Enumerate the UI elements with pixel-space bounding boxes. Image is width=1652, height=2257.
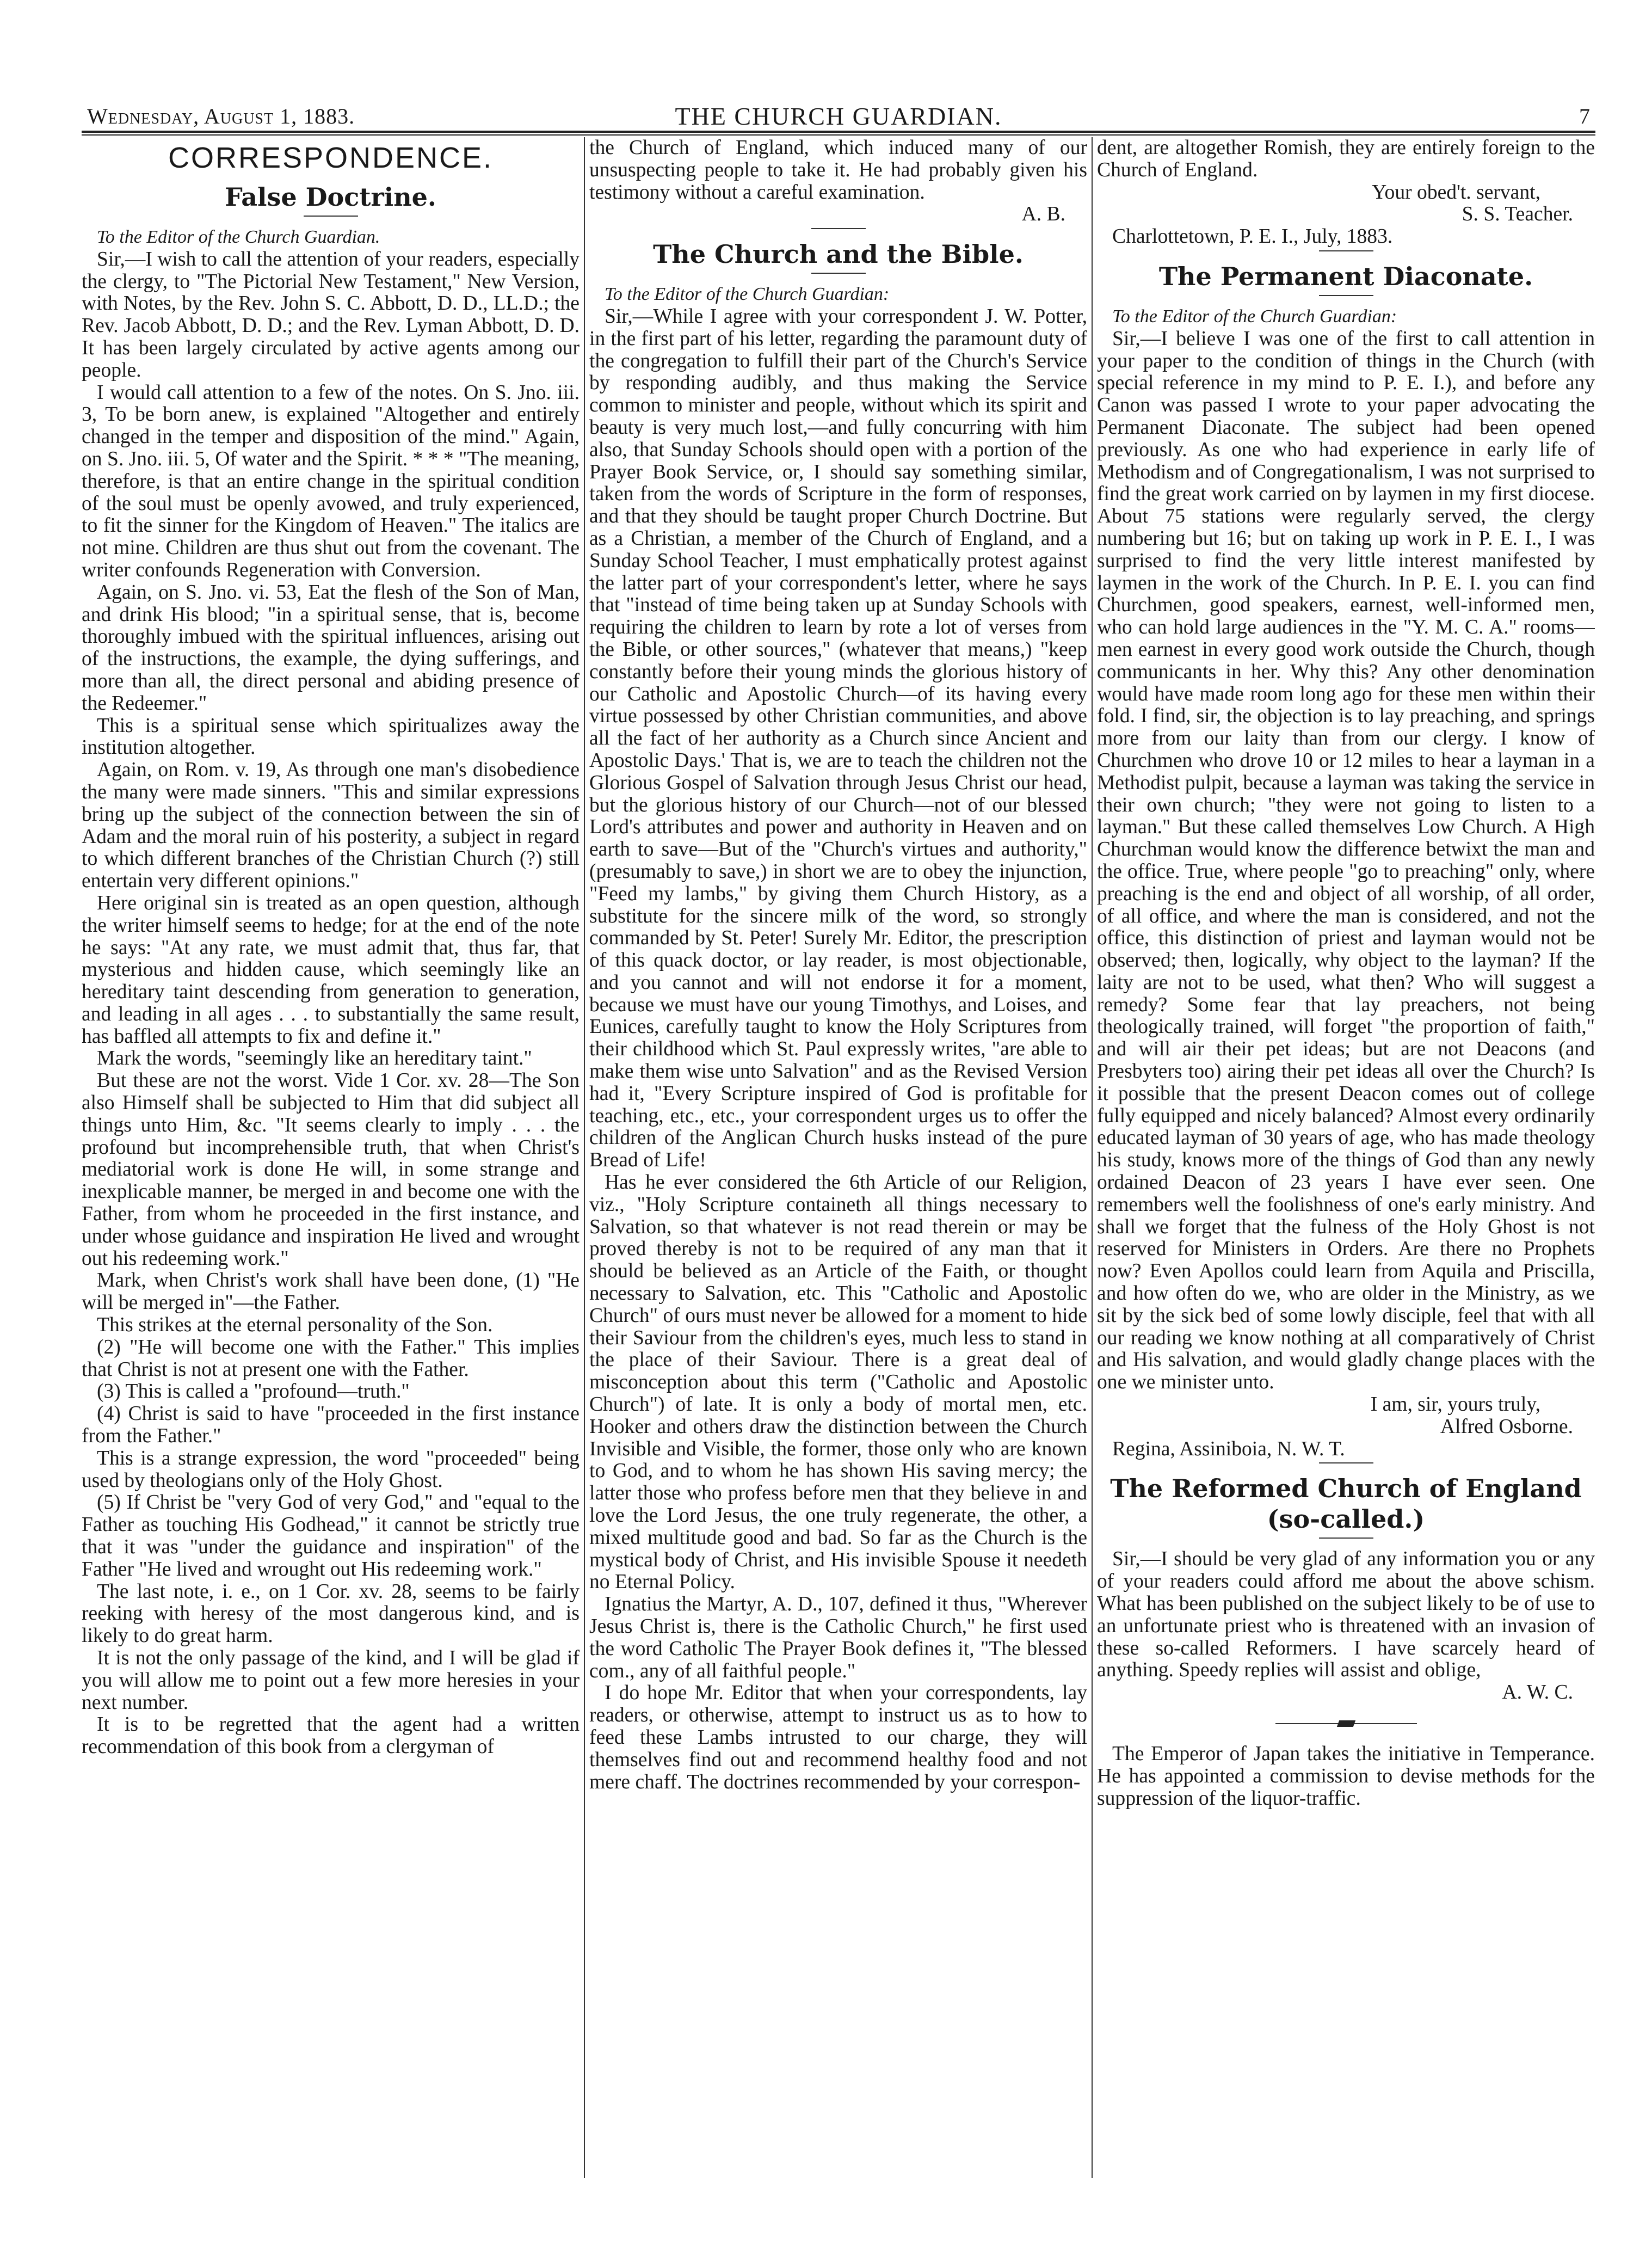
continued-text: dent, are altogether Romish, they are entirely foreign to the Church of England. <box>1097 137 1595 181</box>
divider <box>304 216 358 217</box>
signature: A. B. <box>1021 203 1065 226</box>
divider <box>811 228 866 229</box>
paragraph: Mark the words, "seemingly like an hereditary taint." <box>97 1047 532 1070</box>
article-body <box>1097 1548 1595 1682</box>
article-title: False Doctrine. <box>225 182 436 212</box>
paragraph: The last note, i. e., on 1 Cor. xv. 28, seems to be fairly reeking with heresy of the most dangerous kind, and is likely to do great harm. <box>82 1580 580 1647</box>
paragraph: Ignatius the Martyr, A. D., 107, defined it thus, "Wherever Jesus Christ is, there is the Catholic Church," he first used the word Catholic The Prayer Book defines it, "The blessed com., any of all faithful people." <box>589 1593 1087 1682</box>
column-3 <box>1097 137 1595 2184</box>
article-body <box>589 306 1087 1793</box>
column-2 <box>589 137 1087 2184</box>
section-heading: CORRESPONDENCE. <box>168 142 494 174</box>
paragraph: It is to be regretted that the agent had a written recommendation of this book from a clergyman of <box>82 1713 580 1758</box>
divider <box>1319 1462 1373 1463</box>
paragraph: I would call attention to a few of the notes. On S. Jno. iii. 3, To be born anew, is explained "Altogether and entirely changed in the temper and disposition of the mind." Again, on S. Jno. iii. 5, Of water and the Spirit. * * * "The meaning, therefore, is that an entire change in the spiritual condition of the soul must be openly avowed, and truly experienced, to fit the sinner for the Kingdom of Heaven." The italics are not mine. Children are thus shut out from the covenant. The writer confounds Regeneration with Conversion. <box>82 381 580 581</box>
column-divider <box>1092 137 1093 2178</box>
paragraph: Sir,—While I agree with your correspondent J. W. Potter, in the first part of his letter, regarding the paramount duty of the congregation to fulfill their part of the Church's Service by responding audibly, and thus making the Service common to minister and people, without which its spirit and beauty is very much lost,—and fully concurring with him also, that Sunday Schools should open with a portion of the Prayer Book Service, or, I should say something similar, taken from the words of Scripture in the form of responses, and that they should be taught proper Church Doctrine. But as a Christian, a member of the Church of England, and a Sunday School Teacher, I must emphatically protest against the latter part of your correspondent's letter, where he says that "instead of time being taken up at Sunday Schools with requiring the children to learn by rote a lot of verses from the Bible, or other sources," (whatever that means,) "keep constantly before their young minds the glorious history of our Catholic and Apostolic Church—of its having every virtue possessed by other Christian communities, and above all the fact of her authority as a Church since Ancient and Apostolic Days.' That is, we are to teach the children not the Glorious Gospel of Salvation through Jesus Christ our head, but the glorious history of our Church—not of our blessed Lord's attributes and power and authority in Heaven and on earth to save—But of the "Church's virtues and authority," (presumably to save,) in short we are to obey the injunction, "Feed my lambs," by giving them Church History, as a substitute for the sincere milk of the word, so strongly commanded by St. Peter! Surely Mr. Editor, the prescription of this quack doctor, or lay reader, is most objectionable, and you cannot and will not endorse it for a moment, because we must have our young Timothys, and Loises, and Eunices, carefully taught to know the Holy Scriptures from their childhood which St. Paul expressly writes, "are able to make them wise unto Salvation" and as the Revised Version had it, "Every Scripture inspired of God is profitable for teaching, etc., etc., your correspondent urges us to offer the children of the Anglican Church husks instead of the pure Bread of Life! <box>589 305 1087 1172</box>
article-title: The Reformed Church of England (so-called.) <box>1110 1474 1582 1534</box>
paragraph: I do hope Mr. Editor that when your correspondents, lay readers, or otherwise, attempt to instruct us as to how to feed these Lambs intrusted to our charge, they will themselves find out and recommend healthy food and not mere chaff. The doctrines recommended by your correspon- <box>589 1682 1087 1793</box>
editor-salutation: To the Editor of the Church Guardian: <box>605 284 890 305</box>
article-title: The Permanent Diaconate. <box>1158 261 1533 291</box>
news-note: The Emperor of Japan takes the initiative in Temperance. He has appointed a commission to devise methods for the suppression of the liquor-traffic. <box>1097 1743 1595 1810</box>
closing: I am, sir, yours truly, <box>1370 1393 1540 1416</box>
newspaper-title: THE CHURCH GUARDIAN. <box>675 102 1002 130</box>
paragraph: (4) Christ is said to have "proceeded in the first instance from the Father." <box>82 1403 580 1448</box>
signature: A. W. C. <box>1502 1681 1573 1704</box>
editor-salutation: To the Editor of the Church Guardian. <box>97 227 380 247</box>
editor-salutation: To the Editor of the Church Guardian: <box>1112 306 1397 327</box>
page-number: 7 <box>1579 104 1590 128</box>
dateline: Regina, Assiniboia, N. W. T. <box>1112 1437 1345 1460</box>
paragraph: It is not the only passage of the kind, and I will be glad if you will allow me to point out a few more heresies in your next number. <box>82 1647 580 1714</box>
closing: Your obed't. servant, <box>1372 181 1540 204</box>
signature: Alfred Osborne. <box>1440 1415 1573 1438</box>
paragraph: Sir,—I believe I was one of the first to call attention in your paper to the condition of things in the Church (with special reference in my mind to P. E. I.), and before any Canon was passed I wrote to your paper advocating the Permanent Diaconate. The subject had been opened previously. As one who had experience in early life of Methodism and of Congregationalism, I was not surprised to find the great work carried on by laymen in my first diocese. About 75 stations were regularly served, the clergy numbering but 16; but on taking up work in P. E. I., I was surprised to find the very little interest manifested by laymen in the work of the Church. In P. E. I. you can find Churchmen, good speakers, earnest, well-informed men, who can hold large audiences in the "Y. M. C. A." rooms—men earnest in every good work outside the Church, though communicants in her. Why this? Any other denomination would have made room long ago for these men within their fold. I find, sir, the objection is to lay preaching, and springs more from our laity than from our clergy. I know of Churchmen who drove 10 or 12 miles to hear a layman in a Methodist pulpit, because a layman was taking the service in their own church; "they were not going to listen to a layman." But these called themselves Low Church. A High Churchman would know the difference betwixt the man and the office. True, where people "go to preaching" only, where preaching is the end and object of all worship, of all order, of all office, and where the man is considered, and not the office, this distinction of priest and layman would not be observed; then, logically, why object to the layman? If the laity are not to be used, what then? Who will suggest a remedy? Some fear that lay preachers, not being theologically trained, will forget "the proportion of faith," and will air their pet ideas; but are not Deacons (and Presbyters too) airing their pet ideas all over the Church? Is it possible that the present Deacon comes out of college fully equipped and nicely balanced? Almost every ordinarily educated layman of 30 years of age, who has made theology his study, knows more of the things of God than any newly ordained Deacon of 23 years I have ever seen. One remembers well the foolishness of one's early ministry. And shall we forget that the fulness of the Holy Ghost is not reserved for Ministers in Orders. Are there no Prophets now? Even Apollos could learn from Aquila and Priscilla, and how often do we, who are older in the Ministry, as we sit by the sick bed of some lowly disciple, feel that with all our reading we know nothing at all comparatively of Christ and His salvation, and would gladly change places with the one we minister unto. <box>1097 327 1595 1394</box>
paragraph: Mark, when Christ's work shall have been done, (1) "He will be merged in"—the Father. <box>82 1269 580 1314</box>
article-body <box>1097 328 1595 1394</box>
ornamental-rule <box>1275 1720 1417 1727</box>
paragraph: This is a spiritual sense which spiritualizes away the institution altogether. <box>82 714 580 759</box>
paragraph: Has he ever considered the 6th Article of our Religion, viz., "Holy Scripture containeth all things necessary to Salvation, so that whatever is not read therein or may be proved thereby is not to be required of any man that it should be believed as an Article of the Faith, or thought necessary to Salvation, etc. This "Catholic and Apostolic Church" of ours must never be allowed for a moment to hide their Saviour from the children's eyes, much less to stand in the place of their Saviour. There is a great deal of misconception about this term ("Catholic and Apostolic Church") of late. It is only a body of mortal men, etc. Hooker and others draw the distinction between the Church Invisible and Visible, the former, those only who are known to God, and to whom he has shown His saving mercy; the latter those who profess before men that they believe in and love the Lord Jesus, the one truly regenerate, the other, a mixed multitude good and bad. So far as the Church is the mystical body of Christ, and His invisible Spouse it needeth no Eternal Policy. <box>589 1171 1087 1594</box>
paragraph: But these are not the worst. Vide 1 Cor. xv. 28—The Son also Himself shall be subjected to Him that did subject all things unto Him, &c. "It seems clearly to imply . . . the profound but incomprehensible truth, that when Christ's mediatorial work is done He will, in some strange and inexplicable manner, be merged in and become one with the Father, from whom he proceeded in the first instance, and under whose guidance and inspiration He lived and wrought out his redeeming work." <box>82 1069 580 1270</box>
paragraph: Sir,—I should be very glad of any information you or any of your readers could afford me about the above schism. What has been published on the subject likely to be of use to an unfortunate priest who is threatened with an invasion of these so-called Reformers. I have scarcely heard of anything. Speedy replies will assist and oblige, <box>1097 1548 1595 1682</box>
header-rule-thin <box>82 134 1595 136</box>
column-1 <box>82 137 580 2184</box>
article-title: The Church and the Bible. <box>653 239 1024 269</box>
article-body <box>82 249 580 1758</box>
paragraph: Again, on S. Jno. vi. 53, Eat the flesh of the Son of Man, and drink His blood; "in a spiritual sense, that is, become thoroughly imbued with the spiritual influences, arising out of the instructions, the example, the dying sufferings, and more than all, the direct personal and abiding presence of the Redeemer." <box>82 581 580 715</box>
paragraph: This is a strange expression, the word "proceeded" being used by theologians only of the Holy Ghost. <box>82 1447 580 1492</box>
paragraph: Sir,—I wish to call the attention of your readers, especially the clergy, to "The Pictorial New Testament," New Version, with Notes, by the Rev. John S. C. Abbott, D. D., LL.D.; the Rev. Jacob Abbott, D. D.; and the Rev. Lyman Abbott, D. D. It has been largely circulated by active agents among our people. <box>82 248 580 382</box>
header-rule <box>82 131 1595 133</box>
divider <box>1319 1538 1373 1539</box>
divider <box>1319 295 1373 296</box>
divider <box>1319 250 1373 251</box>
paragraph: (2) "He will become one with the Father." This implies that Christ is not at present one with the Father. <box>82 1336 580 1381</box>
paragraph: (5) If Christ be "very God of very God," and "equal to the Father as touching His Godhead," it cannot be strictly true that it was "under the guidance and inspiration" of the Father "He lived and wrought out His redeeming work." <box>82 1491 580 1580</box>
divider <box>811 273 866 274</box>
continued-text: the Church of England, which induced many of our unsuspecting people to take it. He had probably given his testimony without a careful examination. <box>589 137 1087 204</box>
paragraph: Again, on Rom. v. 19, As through one man's disobedience the many were made sinners. "This and similar expressions bring up the subject of the connection between the sin of Adam and the moral ruin of his posterity, a subject in regard to which different branches of the Christian Church (?) still entertain very different opinions." <box>82 759 580 893</box>
paragraph: Here original sin is treated as an open question, although the writer himself seems to hedge; for at the end of the note he says: "At any rate, we must admit that, thus far, that mysterious and hidden cause, which seemingly like an hereditary taint descending from generation to generation, and leading in all ages . . . to substantially the same result, has baffled all attempts to fix and define it." <box>82 891 580 1048</box>
masthead <box>82 103 1595 130</box>
paragraph: This strikes at the eternal personality of the Son. <box>97 1314 493 1337</box>
signature: S. S. Teacher. <box>1462 203 1573 226</box>
issue-date: Wednesday, August 1, 1883. <box>87 104 355 128</box>
column-divider <box>584 137 585 2178</box>
paragraph: (3) This is called a "profound—truth." <box>97 1380 410 1403</box>
dateline: Charlottetown, P. E. I., July, 1883. <box>1112 225 1393 248</box>
